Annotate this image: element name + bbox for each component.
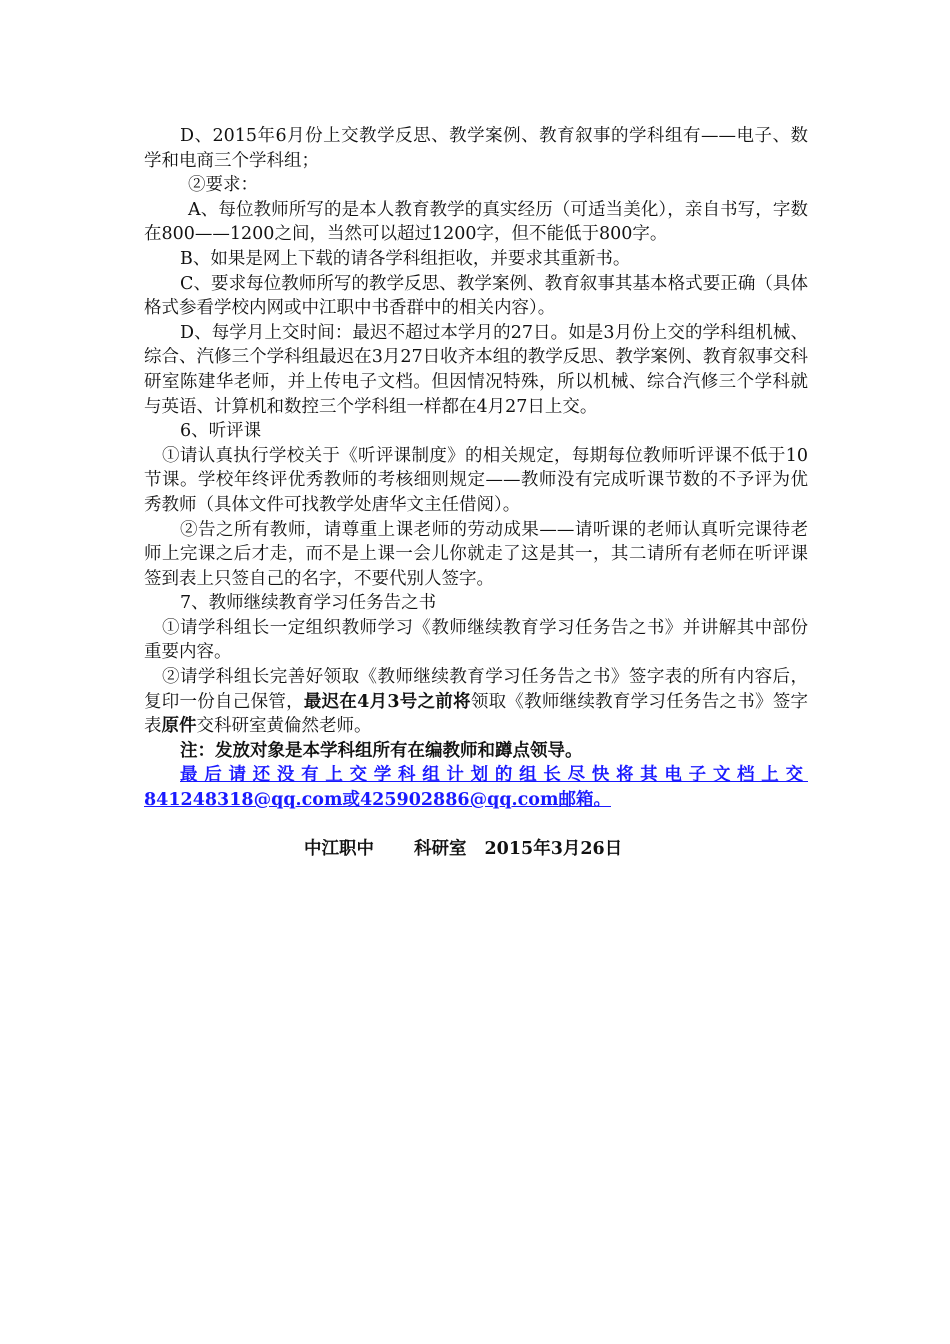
original-emphasis: 原件 — [161, 716, 197, 737]
section-heading-7: 7、教师继续教育学习任务告之书 — [180, 593, 437, 614]
note-paragraph: 注：发放对象是本学科组所有在编教师和蹲点领导。 — [180, 740, 583, 761]
paragraph-6-2: ②告之所有教师，请尊重上课老师的劳动成果——请听课的老师认真听完课待老师上完课之后才走，而不是上课一会儿你就走了这是其一，其二请所有老师在听评课签到表上只签自己的名字，不要代别人签字。 — [144, 519, 808, 589]
signature-org: 中江职中 — [304, 838, 374, 859]
signature-dept: 科研室 — [414, 838, 467, 859]
email-address-link[interactable]: 841248318@qq.com或425902886@qq.com邮箱。 — [144, 790, 611, 811]
paragraph-7-2 — [144, 665, 808, 739]
section-heading-6: 6、听评课 — [180, 421, 262, 442]
paragraph-7-2-part-a: ②请学科组长完善好领取《教师继续教育学习任务告之书》签字表的所有内容后，复印一份自己保管， — [144, 667, 808, 712]
paragraph-d-deadline: D、每学月上交时间：最迟不超过本学月的27日。如是3月份上交的学科组机械、综合、汽修三个学科组最迟在3月27日收齐本组的教学反思、教学案例、教育叙事交科研室陈建华老师，并上传电子文档。但因情况特殊，所以机械、综合汽修三个学科就与英语、计算机和数控三个学科组一样都在4月27日上交。 — [144, 322, 808, 417]
paragraph-b: B、如果是网上下载的请各学科组拒收，并要求其重新书。 — [180, 248, 631, 269]
paragraph-7-2-part-c: 领取《教师继续教育学习任务告之书》签字表 — [144, 691, 809, 737]
signature-line — [144, 837, 808, 862]
paragraph-a: A、每位教师所写的是本人教育教学的真实经历（可适当美化），亲自书写，字数在800——1200之间，当然可以超过1200字，但不能低于800字。 — [144, 199, 808, 245]
requirements-heading: ②要求： — [188, 175, 258, 196]
email-link-text[interactable]: 最后请还没有上交学科组计划的组长尽快将其电子文档上交 — [180, 765, 808, 786]
signature-date: 2015年3月26日 — [484, 838, 623, 859]
paragraph-6-1: ①请认真执行学校关于《听评课制度》的相关规定，每期每位教师听评课不低于10节课。学校年终评优秀教师的考核细则规定——教师没有完成听课节数的不予评为优秀教师（具体文件可找教学处唐华文主任借阅）。 — [144, 445, 808, 515]
paragraph-7-1: ①请学科组长一定组织教师学习《教师继续教育学习任务告之书》并讲解其中部份重要内容。 — [144, 617, 808, 663]
document-body — [144, 124, 808, 861]
paragraph-d-submission: D、2015年6月份上交教学反思、教学案例、教育叙事的学科组有——电子、数学和电商三个学科组； — [144, 126, 808, 171]
email-link-paragraph[interactable] — [144, 763, 808, 812]
deadline-emphasis: 最迟在4月3号之前将 — [303, 691, 471, 712]
paragraph-7-2-part-e: 交科研室黄倫然老师。 — [196, 716, 372, 737]
paragraph-c: C、要求每位教师所写的教学反思、教学案例、教育叙事其基本格式要正确（具体格式参看学校内网或中江职中书香群中的相关内容）。 — [144, 273, 808, 319]
